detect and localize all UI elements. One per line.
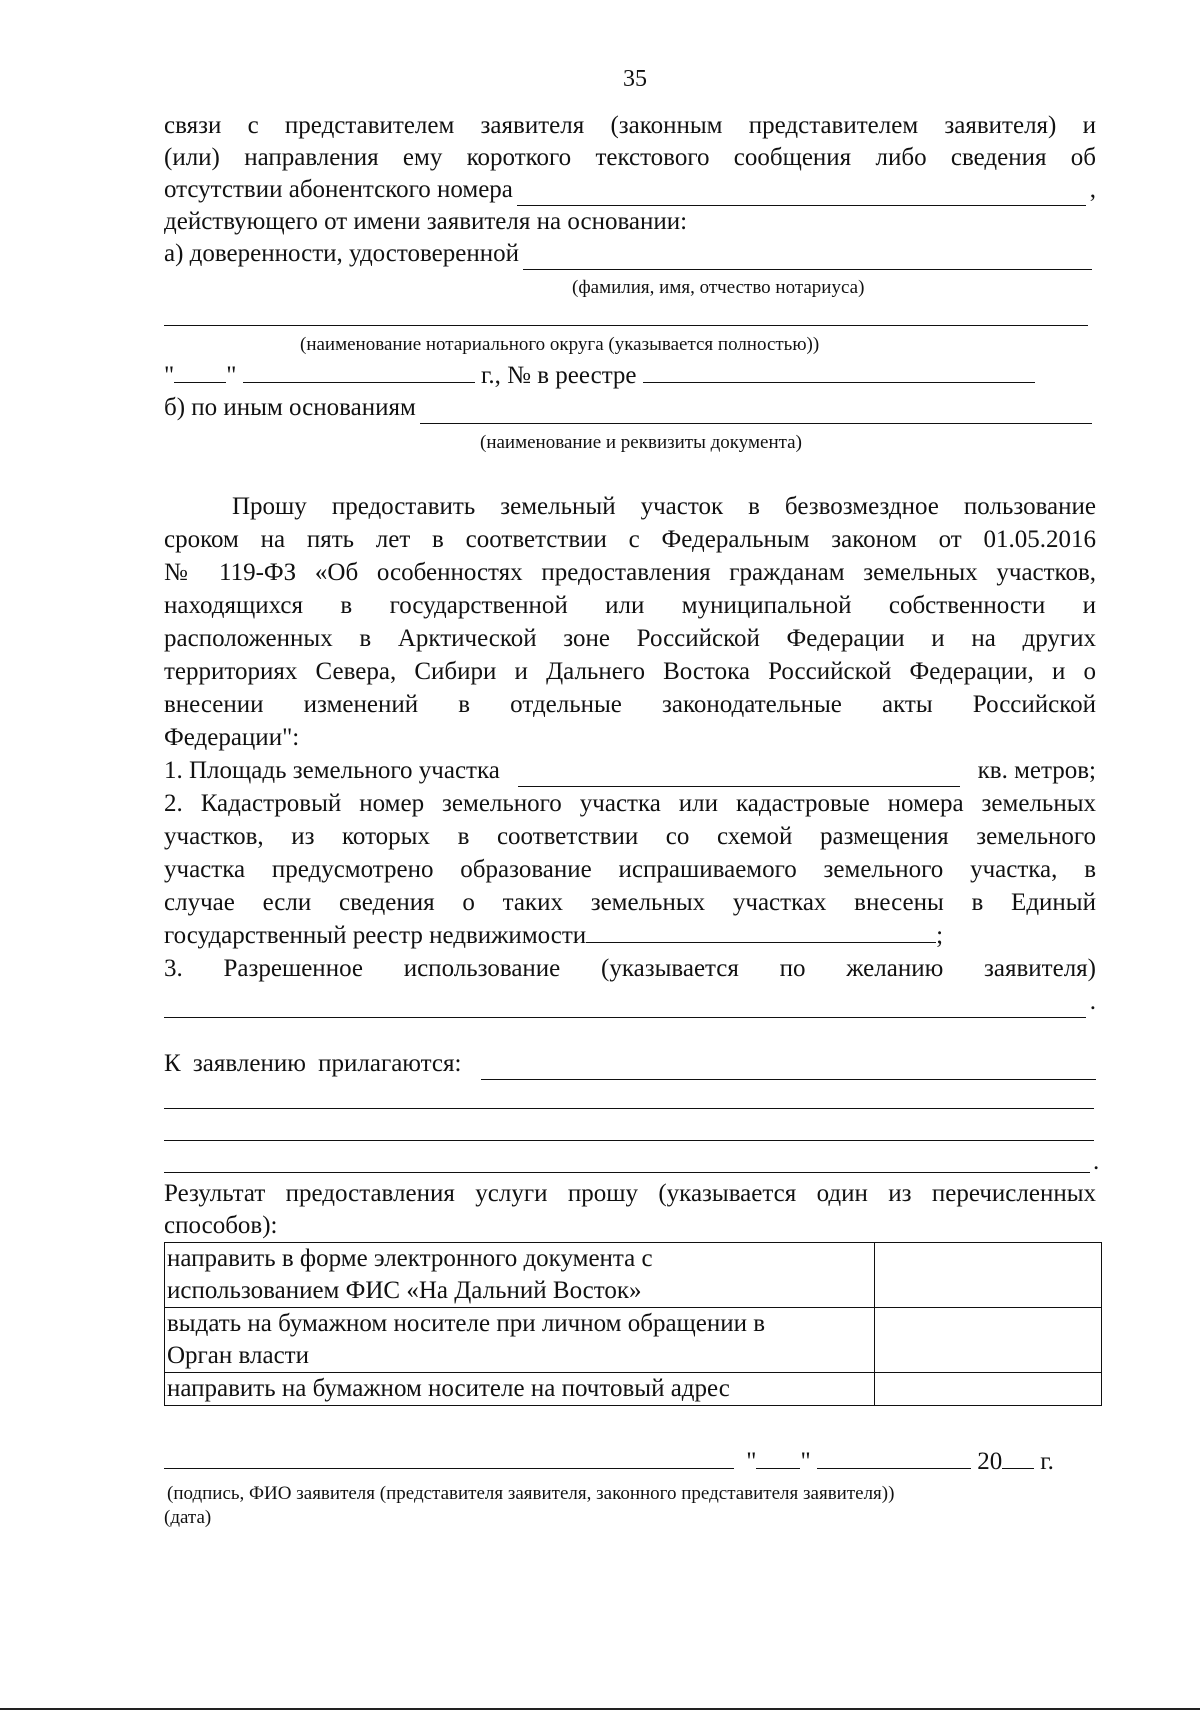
table-row — [165, 1308, 1102, 1373]
registry-quote-open: " — [164, 362, 175, 389]
table-row — [165, 1373, 1102, 1406]
date-caption: (дата) — [164, 1507, 212, 1528]
attachments-label: К заявлению прилагаются: — [164, 1050, 462, 1077]
registry-quote-close: " — [226, 362, 237, 389]
other-grounds-line — [164, 392, 1096, 424]
request-line-5: расположенных в Арктической зоне Российской Федерации и на других — [164, 625, 1096, 652]
contact-line-2: (или) направления ему короткого текстового сообщения либо сведения об — [164, 144, 1096, 171]
date-year-field[interactable] — [1002, 1446, 1034, 1469]
option-electronic-checkbox-cell[interactable] — [875, 1243, 1102, 1308]
power-of-attorney-label: а) доверенности, удостоверенной — [164, 240, 519, 267]
subscriber-number-field[interactable] — [517, 181, 1086, 206]
option-label: выдать на бумажном носителе при личном обращении в Орган власти — [165, 1308, 875, 1373]
request-line-4: находящихся в государственной или муниципальной собственности и — [164, 592, 1096, 619]
request-line-2: сроком на пять лет в соответствии с Федеральным законом от 01.05.2016 — [164, 526, 1096, 553]
cadastral-end: ; — [936, 922, 944, 949]
cadastral-line-4: случае если сведения о таких земельных участках внесены в Единый — [164, 889, 1096, 916]
notary-district-field[interactable] — [164, 325, 1088, 326]
page-number: 35 — [623, 66, 647, 92]
power-of-attorney-line — [164, 238, 1096, 270]
attachments-field-2[interactable] — [164, 1108, 1094, 1109]
notary-caption: (фамилия, имя, отчество нотариуса) — [572, 277, 865, 298]
result-options-table — [164, 1242, 1102, 1406]
date-day-field[interactable] — [756, 1446, 800, 1469]
page-bottom-edge — [0, 1708, 1200, 1710]
subscriber-number-line — [164, 174, 1096, 206]
notary-district-caption: (наименование нотариального округа (указывается полностью)) — [300, 334, 820, 355]
document-caption: (наименование и реквизиты документа) — [480, 432, 802, 453]
area-field[interactable] — [518, 762, 960, 787]
option-label: направить в форме электронного документа с использованием ФИС «На Дальний Восток» — [165, 1243, 875, 1308]
request-line-8: Федерации": — [164, 724, 300, 751]
cadastral-label: государственный реестр недвижимости — [164, 922, 587, 949]
registry-line — [164, 360, 1096, 392]
attachments-field-3[interactable] — [164, 1140, 1094, 1141]
signature-caption: (подпись, ФИО заявителя (представителя заявителя, законного представителя заявителя)) — [167, 1483, 895, 1504]
subscriber-number-label: отсутствии абонентского номера — [164, 176, 513, 203]
cadastral-number-field[interactable] — [586, 920, 936, 943]
cadastral-line-5 — [164, 920, 1096, 952]
other-grounds-field[interactable] — [420, 399, 1092, 424]
result-line-2: способов): — [164, 1212, 278, 1239]
option-mail-checkbox-cell[interactable] — [875, 1373, 1102, 1406]
attachments-end: . — [1093, 1148, 1100, 1175]
registry-number-field[interactable] — [643, 360, 1035, 383]
permitted-use-field[interactable] — [164, 993, 1086, 1018]
area-unit: кв. метров; — [977, 757, 1096, 784]
signature-field[interactable] — [164, 1446, 734, 1469]
request-line-3: № 119-ФЗ «Об особенностях предоставления гражданам земельных участков, — [164, 559, 1096, 586]
year-prefix: 20 — [977, 1448, 1003, 1475]
other-grounds-label: б) по иным основаниям — [164, 394, 416, 421]
acting-on-behalf-line: действующего от имени заявителя на основании: — [164, 208, 688, 235]
date-quote-close: " — [800, 1448, 811, 1475]
cadastral-line-1: 2. Кадастровый номер земельного участка или кадастровые номера земельных — [164, 790, 1096, 817]
area-label: 1. Площадь земельного участка — [164, 757, 500, 784]
contact-line-1: связи с представителем заявителя (законным представителем заявителя) и — [164, 112, 1096, 139]
date-month-field[interactable] — [817, 1446, 971, 1469]
attachments-line — [164, 1048, 1096, 1080]
permitted-use-end: . — [1089, 988, 1096, 1015]
area-line — [164, 755, 1096, 787]
registry-month-field[interactable] — [243, 360, 475, 383]
registry-label: г., № в реестре — [480, 362, 637, 389]
result-line-1: Результат предоставления услуги прошу (указывается один из перечисленных — [164, 1180, 1096, 1207]
permitted-use-field-line — [164, 986, 1096, 1018]
request-line-6: территориях Севера, Сибири и Дальнего Востока Российской Федерации, и о — [164, 658, 1096, 685]
option-in-person-checkbox-cell[interactable] — [875, 1308, 1102, 1373]
signature-line — [164, 1446, 1096, 1478]
subscriber-number-end: , — [1089, 176, 1096, 203]
date-quote-open: " — [746, 1448, 757, 1475]
attachments-field-4[interactable] — [164, 1172, 1090, 1173]
permitted-use-line: 3. Разрешенное использование (указывается по желанию заявителя) — [164, 955, 1096, 982]
cadastral-line-2: участков, из которых в соответствии со схемой размещения земельного — [164, 823, 1096, 850]
year-suffix: г. — [1040, 1448, 1054, 1475]
option-label: направить на бумажном носителе на почтовый адрес — [165, 1373, 875, 1406]
notary-name-field[interactable] — [523, 245, 1092, 270]
cadastral-line-3: участка предусмотрено образование испрашиваемого земельного участка, в — [164, 856, 1096, 883]
attachments-field-1[interactable] — [481, 1055, 1096, 1080]
registry-day-field[interactable] — [174, 360, 226, 383]
table-row — [165, 1243, 1102, 1308]
request-line-1: Прошу предоставить земельный участок в безвозмездное пользование — [232, 493, 1096, 520]
request-line-7: внесении изменений в отдельные законодательные акты Российской — [164, 691, 1096, 718]
